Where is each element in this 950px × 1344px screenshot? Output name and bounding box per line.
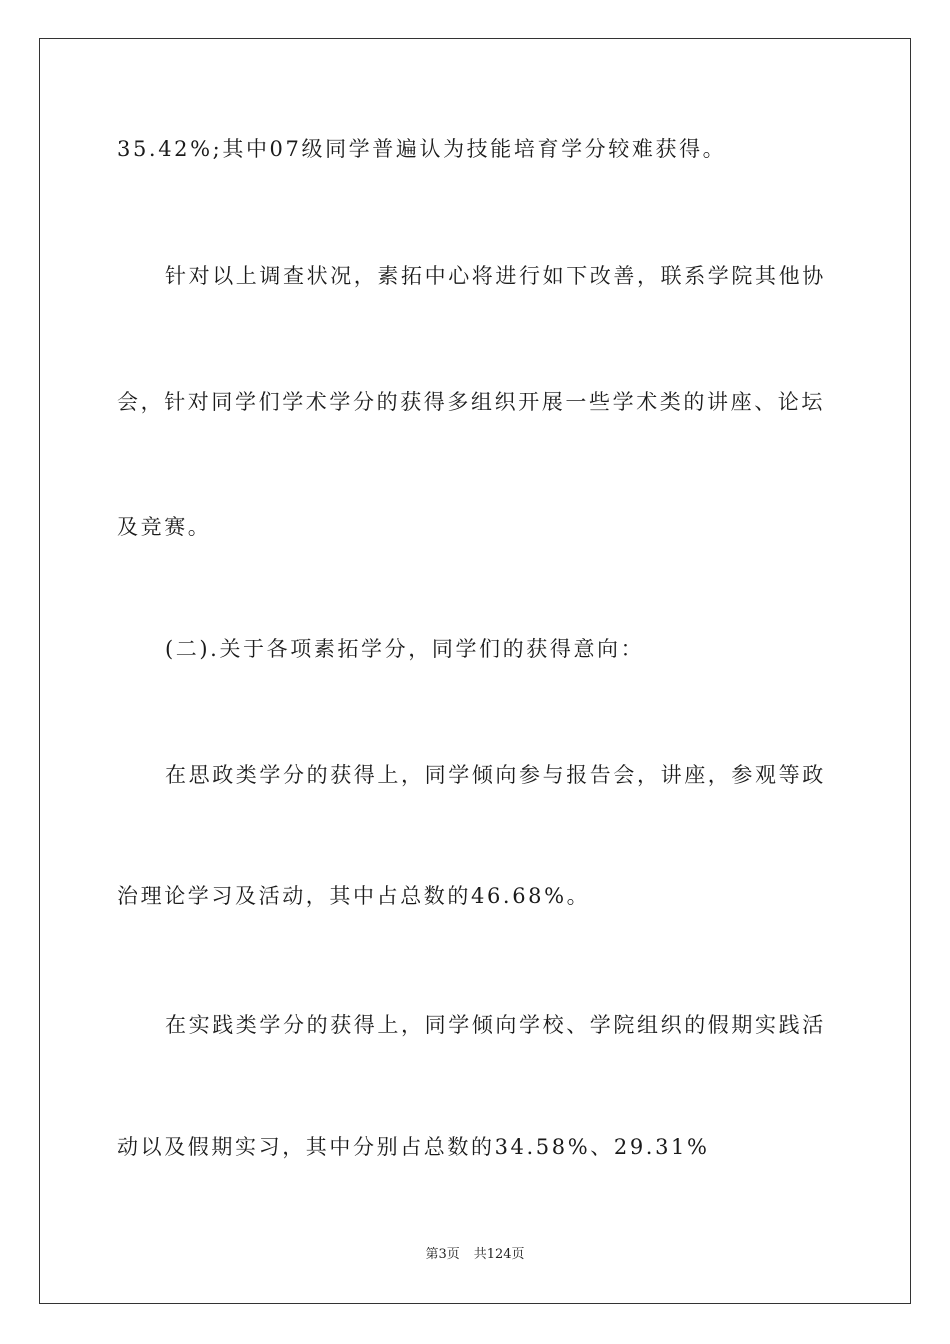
paragraph-line: 在思政类学分的获得上，同学倾向参与报告会，讲座，参观等政: [165, 763, 826, 787]
paragraph-line: 治理论学习及活动，其中占总数的46.68%。: [117, 884, 591, 908]
section-heading: (二).关于各项素拓学分，同学们的获得意向：: [165, 637, 645, 661]
page-border: [39, 38, 911, 1304]
page-footer: [0, 1246, 950, 1264]
paragraph-line: 35.42%;其中07级同学普遍认为技能培育学分较难获得。: [117, 137, 727, 161]
paragraph-line: 针对以上调查状况，素拓中心将进行如下改善，联系学院其他协: [165, 264, 826, 288]
paragraph-line: 动以及假期实习，其中分别占总数的34.58%、29.31%: [117, 1135, 710, 1159]
page-number: 第3页: [425, 1247, 460, 1262]
paragraph-line: 在实践类学分的获得上，同学倾向学校、学院组织的假期实践活: [165, 1013, 826, 1037]
paragraph-line: 及竞赛。: [117, 515, 212, 539]
paragraph-line: 会，针对同学们学术学分的获得多组织开展一些学术类的讲座、论坛: [117, 390, 825, 414]
total-pages: 共124页: [473, 1247, 525, 1262]
